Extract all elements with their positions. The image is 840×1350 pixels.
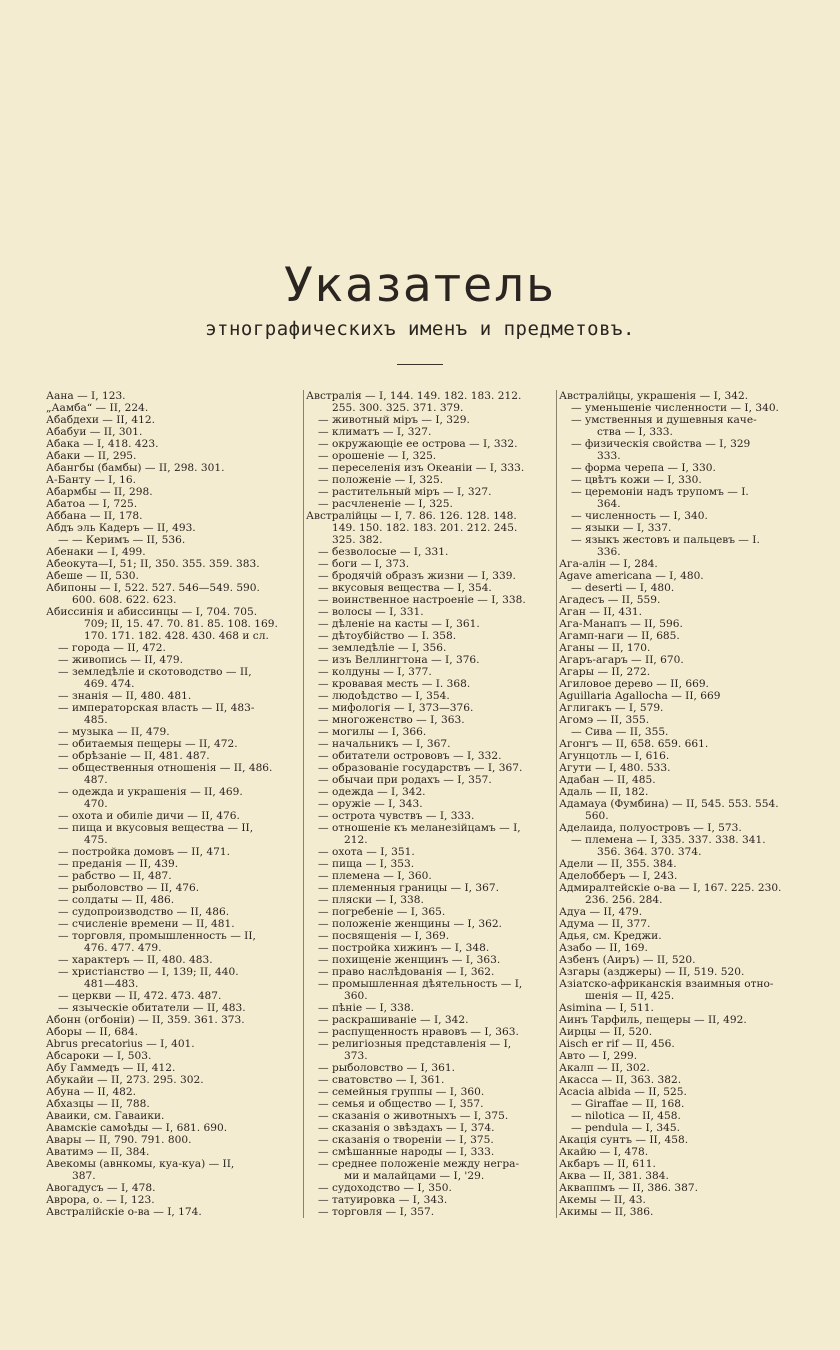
index-entry: — музыка — II, 479. [58, 726, 170, 738]
index-entry: Австралія — I, 144. 149. 182. 183. 212. [306, 390, 522, 402]
index-entry: — безволосые — I, 331. [318, 546, 449, 558]
index-entry: — погребеніе — I, 365. [318, 906, 446, 918]
index-entry: 356. 364. 370. 374. [597, 846, 702, 858]
index-entry: — сватовство — I, 361. [318, 1074, 445, 1086]
index-entry: — сказанія о животныхъ — I, 375. [318, 1110, 509, 1122]
index-entry: — могилы — I, 366. [318, 726, 427, 738]
index-entry: Аватимэ — II, 384. [46, 1146, 150, 1158]
index-entry: Адуа — II, 479. [559, 906, 643, 918]
index-entry: 333. [597, 450, 621, 462]
index-entry: 360. [344, 990, 368, 1002]
index-entry: Авогадусъ — I, 478. [46, 1182, 156, 1194]
index-entry: — обитатели острововъ — I, 332. [318, 750, 502, 762]
index-entry: — семейныя группы — I, 360. [318, 1086, 485, 1098]
index-entry: — рыболовство — I, 361. [318, 1062, 455, 1074]
index-entry: — охота и обиліе дичи — II, 476. [58, 810, 240, 822]
index-entry: Адума — II, 377. [559, 918, 651, 930]
index-entry: Абипоны — I, 522. 527. 546—549. 590. [46, 582, 260, 594]
index-entry: Аган — II, 431. [559, 606, 642, 618]
index-entry: — сказанія о твореніи — I, 375. [318, 1134, 494, 1146]
index-entry: Абу Гаммедъ — II, 412. [46, 1062, 176, 1074]
index-entry: — города — II, 472. [58, 642, 166, 654]
index-entry: 469. 474. [84, 678, 135, 690]
index-entry: 364. [597, 498, 621, 510]
index-entry: — живопись — II, 479. [58, 654, 183, 666]
index-entry: Азбенъ (Аиръ) — II, 520. [559, 954, 696, 966]
index-entry: Абатоа — I, 725. [46, 498, 138, 510]
index-entry: — волосы — I, 331. [318, 606, 424, 618]
index-entry: Абабдехи — II, 412. [46, 414, 155, 426]
index-entry: Абеокута—I, 51; II, 350. 355. 359. 383. [46, 558, 260, 570]
index-entry: Абуна — II, 482. [46, 1086, 137, 1098]
index-entry: Абака — I, 418. 423. [46, 438, 159, 450]
index-entry: Аирцы — II, 520. [559, 1026, 653, 1038]
index-entry: — языческіе обитатели — II, 483. [58, 1002, 246, 1014]
index-entry: — судопроизводство — II, 486. [58, 906, 230, 918]
index-entry: — рыболовство — II, 476. [58, 882, 200, 894]
index-entry: шенія — II, 425. [585, 990, 675, 1002]
index-entry: — похищеніе женщинъ — I, 363. [318, 954, 501, 966]
index-entry: — людоѣдство — I, 354. [318, 690, 450, 702]
index-entry: — племена — I, 360. [318, 870, 432, 882]
index-entry: — окружающіе ее острова — I, 332. [318, 438, 518, 450]
index-entry: ства — I, 333. [597, 426, 673, 438]
index-entry: — численность — I, 340. [571, 510, 708, 522]
index-entry: Абаки — II, 295. [46, 450, 137, 462]
index-entry: — Сива — II, 355. [571, 726, 669, 738]
index-entry: — умственныя и душевныя каче- [571, 414, 757, 426]
index-entry: — начальникъ — I, 367. [318, 738, 451, 750]
index-entry: Акасса — II, 363. 382. [559, 1074, 682, 1086]
index-entry: — орошеніе — I, 325. [318, 450, 437, 462]
index-entry: Азгары (азджеры) — II, 519. 520. [559, 966, 745, 978]
index-entry: — торговля — I, 357. [318, 1206, 435, 1218]
index-entry: Аврора, о. — I, 123. [46, 1194, 155, 1206]
index-entry: 336. [597, 546, 621, 558]
index-entry: Авто — I, 299. [559, 1050, 638, 1062]
index-entry: Абангбы (бамбы) — II, 298. 301. [46, 462, 225, 474]
index-entry: Абхазцы — II, 788. [46, 1098, 150, 1110]
index-entry: — преданія — II, 439. [58, 858, 179, 870]
index-entry: — пляски — I, 338. [318, 894, 424, 906]
index-entry: — постройка хижинъ — I, 348. [318, 942, 490, 954]
index-entry: — посвященія — I, 369. [318, 930, 450, 942]
index-entry: — расчлененіе — I, 325. [318, 498, 453, 510]
index-entry: — вкусовыя вещества — I, 354. [318, 582, 492, 594]
index-entry: — распущенность нравовъ — I, 363. [318, 1026, 519, 1038]
index-entry: Абонн (огбоніи) — II, 359. 361. 373. [46, 1014, 245, 1026]
index-entry: Абармбы — II, 298. [46, 486, 153, 498]
index-entry: — охота — I, 351. [318, 846, 415, 858]
index-entry: Акимы — II, 386. [559, 1206, 654, 1218]
index-entry: 470. [84, 798, 108, 810]
index-entry: — Giraffae — II, 168. [571, 1098, 685, 1110]
index-entry: 481—483. [84, 978, 139, 990]
index-entry: — образованіе государствъ — I, 367. [318, 762, 523, 774]
index-entry: — pendula — I, 345. [571, 1122, 680, 1134]
index-entry: Акемы — II, 43. [559, 1194, 646, 1206]
index-entry: Абсароки — I, 503. [46, 1050, 152, 1062]
index-column-3 [556, 390, 799, 1218]
title-divider [397, 364, 443, 365]
index-column-2 [303, 390, 544, 1218]
index-entry: Акайю — I, 478. [559, 1146, 649, 1158]
index-entry: 560. [585, 810, 609, 822]
index-entry: — церкви — II, 472. 473. 487. [58, 990, 222, 1002]
index-entry: — характеръ — II, 480. 483. [58, 954, 213, 966]
index-entry: — религіозныя представленія — I, [318, 1038, 512, 1050]
index-entry: Аква — II, 381. 384. [559, 1170, 669, 1182]
index-entry: — право наслѣдованія — I, 362. [318, 966, 495, 978]
index-entry: Ага-Манапъ — II, 596. [559, 618, 683, 630]
index-entry: ми и малайцами — I, '29. [344, 1170, 485, 1182]
index-entry: Авары — II, 790. 791. 800. [46, 1134, 192, 1146]
index-entry: Абабуи — II, 301. [46, 426, 143, 438]
index-entry: — церемоніи надъ трупомъ — I. [571, 486, 749, 498]
index-entry: Агары — II, 272. [559, 666, 651, 678]
index-entry: Аборы — II, 684. [46, 1026, 139, 1038]
index-entry: — промышленная дѣятельность — I, [318, 978, 523, 990]
index-entry: — физическія свойства — I, 329 [571, 438, 751, 450]
index-entry: Ага-алін — I, 284. [559, 558, 658, 570]
index-entry: Аглигакъ — I, 579. [559, 702, 664, 714]
index-entry: — отношеніе къ меланезійцамъ — I, [318, 822, 521, 834]
index-entry: — солдаты — II, 486. [58, 894, 175, 906]
index-entry: 325. 382. [332, 534, 383, 546]
index-entry: — постройка домовъ — II, 471. [58, 846, 230, 858]
index-entry: Акваппмъ — II, 386. 387. [559, 1182, 699, 1194]
index-entry: — климатъ — I, 327. [318, 426, 432, 438]
index-entry: — кровавая месть — I. 368. [318, 678, 471, 690]
index-entry: — растительный міръ — I, 327. [318, 486, 492, 498]
index-entry: 387. [72, 1170, 96, 1182]
index-entry: — изъ Веллингтона — I, 376. [318, 654, 480, 666]
index-entry: Abrus precatorius — I, 401. [46, 1038, 195, 1050]
index-entry: Аделаида, полуостровъ — I, 573. [559, 822, 742, 834]
index-entry: Акація сунтъ — II, 458. [559, 1134, 689, 1146]
index-entry: Аана — I, 123. [46, 390, 126, 402]
index-entry: — дѣленіе на касты — I, 361. [318, 618, 480, 630]
index-entry: Аинъ Тарфиль, пещеры — II, 492. [559, 1014, 747, 1026]
index-entry: Адаль — II, 182. [559, 786, 649, 798]
index-entry: — сказанія о звѣздахъ — I, 374. [318, 1122, 495, 1134]
index-entry: — племена — I, 335. 337. 338. 341. [571, 834, 766, 846]
index-entry: Acacia albida — II, 525. [559, 1086, 687, 1098]
index-entry: — одежда — I, 342. [318, 786, 426, 798]
index-entry: — рабство — II, 487. [58, 870, 172, 882]
index-entry: 236. 256. 284. [585, 894, 663, 906]
index-entry: — цвѣтъ кожи — I, 330. [571, 474, 702, 486]
index-entry: 170. 171. 182. 428. 430. 468 и сл. [84, 630, 269, 642]
index-entry: Agave americana — I, 480. [559, 570, 704, 582]
index-entry: Австралійскіе о-ва — I, 174. [46, 1206, 202, 1218]
index-entry: Адамауа (Фумбина) — II, 545. 553. 554. [559, 798, 779, 810]
index-entry: Aisch er rif — II, 456. [559, 1038, 675, 1050]
index-entry: — языки — I, 337. [571, 522, 672, 534]
index-entry: Адья, см. Креджи. [559, 930, 662, 942]
page-subtitle: этнографическихъ именъ и предметовъ. [205, 318, 635, 340]
index-entry: — племенныя границы — I, 367. [318, 882, 499, 894]
index-entry: Акбаръ — II, 611. [559, 1158, 656, 1170]
index-entry: — среднее положеніе между негра- [318, 1158, 520, 1170]
index-entry: — пища и вкусовыя вещества — II, [58, 822, 254, 834]
index-entry: — пѣніе — I, 338. [318, 1002, 414, 1014]
index-entry: Агонгъ — II, 658. 659. 661. [559, 738, 709, 750]
index-entry: — воинственное настроеніе — I, 338. [318, 594, 526, 606]
index-entry: Авекомы (авнкомы, куа-куа) — II, [46, 1158, 235, 1170]
index-entry: — смѣшанные народы — I, 333. [318, 1146, 495, 1158]
index-entry: — языкъ жестовъ и пальцевъ — I. [571, 534, 760, 546]
index-entry: Агунцотль — I, 616. [559, 750, 670, 762]
index-column-1 [46, 390, 282, 1218]
index-entry: — nilotica — II, 458. [571, 1110, 681, 1122]
index-entry: — положеніе — I, 325. [318, 474, 444, 486]
index-entry: — обрѣзаніе — II, 481. 487. [58, 750, 210, 762]
index-entry: — земледѣліе и скотоводство — II, [58, 666, 252, 678]
index-entry: 373. [344, 1050, 368, 1062]
index-entry: Адабан — II, 485. [559, 774, 656, 786]
index-entry: — мифологія — I, 373—376. [318, 702, 474, 714]
index-entry: Аделобберъ — I, 243. [559, 870, 678, 882]
index-entry: — переселенія изъ Океаніи — I, 333. [318, 462, 525, 474]
index-entry: Адели — II, 355. 384. [559, 858, 677, 870]
index-entry: 709; II, 15. 47. 70. 81. 85. 108. 169. [84, 618, 278, 630]
index-entry: — обычаи при родахъ — I, 357. [318, 774, 492, 786]
index-entry: — семья и общество — I, 357. [318, 1098, 484, 1110]
index-entry: — бродячій образъ жизни — I, 339. [318, 570, 516, 582]
index-entry: — христіанство — I, 139; II, 440. [58, 966, 239, 978]
index-entry: Агадесъ — II, 559. [559, 594, 661, 606]
index-entry: — оружіе — I, 343. [318, 798, 423, 810]
index-entry: Агаръ-агаръ — II, 670. [559, 654, 684, 666]
index-entry: „Аамба“ — II, 224. [46, 402, 149, 414]
index-entry: А-Банту — I, 16. [46, 474, 136, 486]
index-entry: — пища — I, 353. [318, 858, 415, 870]
index-entry: 255. 300. 325. 371. 379. [332, 402, 464, 414]
index-entry: — deserti — I, 480. [571, 582, 675, 594]
index-entry: 476. 477. 479. [84, 942, 162, 954]
index-entry: Агиловое дерево — II, 669. [559, 678, 709, 690]
index-entry: — боги — I, 373. [318, 558, 410, 570]
index-entry: 600. 608. 622. 623. [72, 594, 177, 606]
index-entry: Абиссинія и абиссинцы — I, 704. 705. [46, 606, 258, 618]
index-entry: — императорская власть — II, 483- [58, 702, 255, 714]
index-entry: Абеше — II, 530. [46, 570, 139, 582]
index-entry: Австралійцы — I, 7. 86. 126. 128. 148. [306, 510, 517, 522]
index-entry: Австралійцы, украшенія — I, 342. [559, 390, 749, 402]
index-entry: — судоходство — I, 350. [318, 1182, 452, 1194]
index-entry: — общественныя отношенія — II, 486. [58, 762, 273, 774]
index-entry: — многоженство — I, 363. [318, 714, 465, 726]
index-entry: Азіатско-африканскія взаимныя отно- [559, 978, 774, 990]
index-entry: Aguillaria Agallocha — II, 669 [559, 690, 721, 702]
index-entry: 475. [84, 834, 108, 846]
index-entry: — счисленіе времени — II, 481. [58, 918, 235, 930]
index-entry: Аббана — II, 178. [46, 510, 143, 522]
index-entry: Абенаки — I, 499. [46, 546, 146, 558]
index-entry: 149. 150. 182. 183. 201. 212. 245. [332, 522, 518, 534]
index-entry: Акалп — II, 302. [559, 1062, 650, 1074]
index-entry: — животный міръ — I, 329. [318, 414, 470, 426]
index-entry: — уменьшеніе численности — I, 340. [571, 402, 779, 414]
index-entry: — знанія — II, 480. 481. [58, 690, 192, 702]
index-entry: Авамскіе самоѣды — I, 681. 690. [46, 1122, 228, 1134]
index-entry: — колдуны — I, 377. [318, 666, 432, 678]
index-entry: — одежда и украшенія — II, 469. [58, 786, 243, 798]
index-entry: — форма черепа — I, 330. [571, 462, 716, 474]
index-entry: Агути — I, 480. 533. [559, 762, 671, 774]
index-entry: — острота чувствъ — I, 333. [318, 810, 475, 822]
index-entry: Аваики, см. Гаваики. [46, 1110, 165, 1122]
index-entry: 212. [344, 834, 368, 846]
index-entry: Агомэ — II, 355. [559, 714, 650, 726]
index-entry: Адмиралтейскіе о-ва — I, 167. 225. 230. [559, 882, 782, 894]
index-entry: Аганы — II, 170. [559, 642, 651, 654]
index-entry: — дѣтоубійство — I. 358. [318, 630, 457, 642]
index-entry: — торговля, промышленность — II, [58, 930, 256, 942]
index-entry: Asimina — I, 511. [559, 1002, 654, 1014]
index-entry: — земледѣліе — I, 356. [318, 642, 447, 654]
index-entry: — положеніе женщины — I, 362. [318, 918, 502, 930]
index-entry: 487. [84, 774, 108, 786]
index-entry: Абдъ эль Кадеръ — II, 493. [46, 522, 196, 534]
index-entry: — — Керимъ — II, 536. [58, 534, 186, 546]
index-entry: Азабо — II, 169. [559, 942, 648, 954]
index-entry: — раскрашиваніе — I, 342. [318, 1014, 469, 1026]
page-title: Указатель [284, 258, 556, 313]
index-entry: — татуировка — I, 343. [318, 1194, 448, 1206]
index-entry: — обитаемыя пещеры — II, 472. [58, 738, 238, 750]
index-entry: Агамп-наги — II, 685. [559, 630, 680, 642]
index-entry: Абукайи — II, 273. 295. 302. [46, 1074, 204, 1086]
index-entry: 485. [84, 714, 108, 726]
